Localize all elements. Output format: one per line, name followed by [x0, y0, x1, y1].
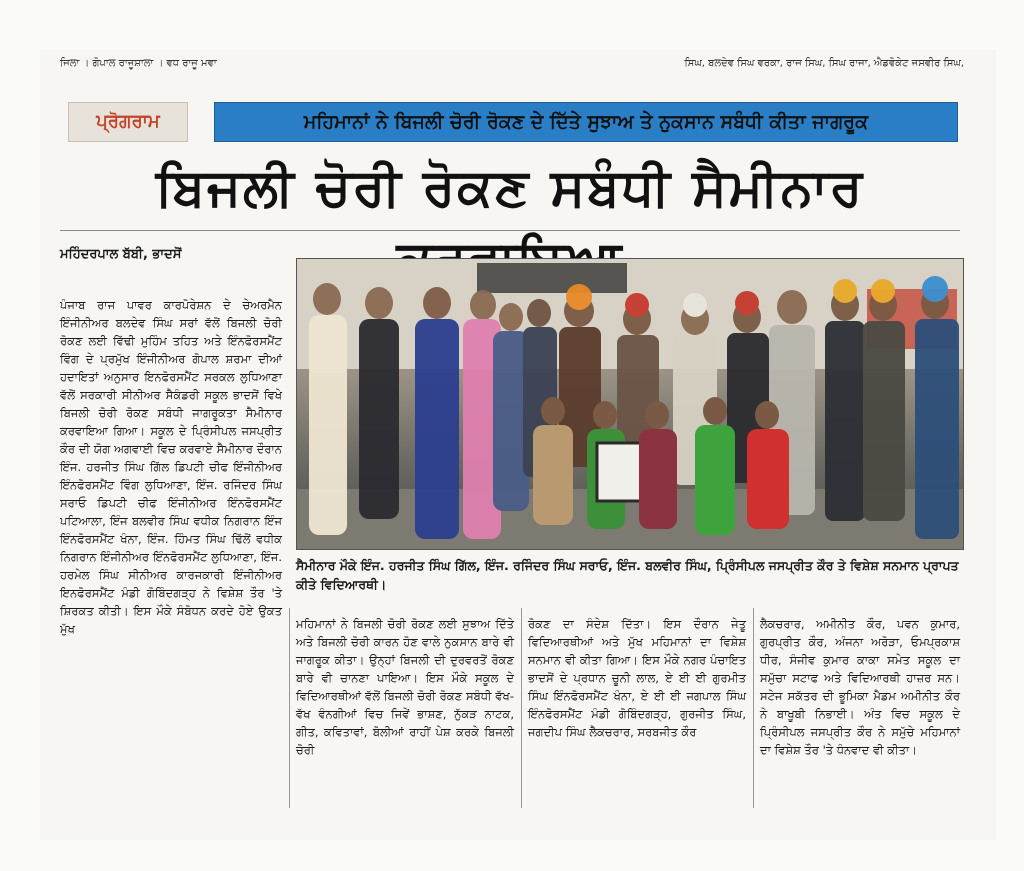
divider	[60, 230, 960, 231]
article-column-1: ਪੰਜਾਬ ਰਾਜ ਪਾਵਰ ਕਾਰਪੋਰੇਸ਼ਨ ਦੇ ਚੇਅਰਮੈਨ ਇੰਜੀਨੀਅਰ ਬਲਦੇਵ ਸਿੰਘ ਸਰਾਂ ਵੱਲੋਂ ਬਿਜਲੀ ਚੋਰੀ ਰੋਕਣ ਲਈ ਵਿੱਢੀ ਮੁਹਿੰਮ ਤਹਿਤ ਅਤੇ ਇੰਨਫੋਰਸਮੈਂਟ ਵਿੰਗ ਦੇ ਪ੍ਰਮੁੱਖ ਇੰਜੀਨੀਅਰ ਗੋਪਾਲ ਸ਼ਰਮਾ ਦੀਆਂ ਹਦਾਇਤਾਂ ਅਨੁਸਾਰ ਇਨਫੋਰਸਮੈਂਟ ਸਰਕਲ ਲੁਧਿਆਣਾ ਵੱਲੋਂ ਸਰਕਾਰੀ ਸੀਨੀਅਰ ਸੈਕੰਡਰੀ ਸਕੂਲ ਭਾਦਸੋਂ ਵਿਖੇ ਬਿਜਲੀ ਚੋਰੀ ਰੋਕਣ ਸਬੰਧੀ ਜਾਗਰੂਕਤਾ ਸੈਮੀਨਾਰ ਕਰਵਾਇਆ ਗਿਆ। ਸਕੂਲ ਦੇ ਪ੍ਰਿੰਸੀਪਲ ਜਸਪ੍ਰੀਤ ਕੌਰ ਦੀ ਯੋਗ ਅਗਵਾਈ ਵਿਚ ਕਰਵਾਏ ਸੈਮੀਨਾਰ ਦੌਰਾਨ ਇੰਜ. ਹਰਜੀਤ ਸਿੰਘ ਗਿੱਲ ਡਿਪਟੀ ਚੀਫ ਇੰਜੀਨੀਅਰ ਇੰਨਫੋਰਸਮੈਂਟ ਵਿੰਗ ਲੁਧਿਆਣਾ, ਇੰਜ. ਰਜਿੰਦਰ ਸਿੰਘ ਸਰਾਓ ਡਿਪਟੀ ਚੀਫ ਇੰਜੀਨੀਅਰ ਇੰਨਫੋਰਸਮੈਂਟ ਪਟਿਆਲਾ, ਇੰਜ ਬਲਵੀਰ ਸਿੰਘ ਵਧੀਕ ਨਿਗਰਾਨ ਇੰਜ ਇੰਨਫੋਰਸਮੈਂਟ ਖੰਨਾ, ਇੰਜ. ਹਿੰਮਤ ਸਿੰਘ ਢਿੱਲੋਂ ਵਧੀਕ ਨਿਗਰਾਨ ਇੰਜੀਨੀਅਰ ਇੰਨਫੋਰਸਮੈਂਟ ਲੁਧਿਆਣਾ, ਇੰਜ. ਹਰਮੇਲ ਸਿੰਘ ਸੀਨੀਅਰ ਕਾਰਜਕਾਰੀ ਇੰਜੀਨੀਅਰ ਇਨਫੋਰਸਮੈਂਟ ਮੰਡੀ ਗੋਬਿੰਦਗੜ੍ਹ ਨੇ ਵਿਸ਼ੇਸ਼ ਤੌਰ 'ਤੇ ਸ਼ਿਰਕਤ ਕੀਤੀ। ਇਸ ਮੌਕੇ ਸੰਬੋਧਨ ਕਰਦੇ ਹੋਏ ਉਕਤ ਮੁੱਖ	[60, 298, 282, 636]
article-column-4: ਲੈਕਚਰਾਰ, ਅਮੀਨੀਤ ਕੌਰ, ਪਵਨ ਕੁਮਾਰ, ਗੁਰਪ੍ਰੀਤ ਕੌਰ, ਅੰਜਨਾ ਅਰੋੜਾ, ਓਮਪ੍ਰਕਾਸ਼ ਧੀਰ, ਸੰਜੀਵ ਕੁਮਾਰ ਕਾਕਾ ਸਮੇਤ ਸਕੂਲ ਦਾ ਸਮੁੱਚਾ ਸਟਾਫ ਅਤੇ ਵਿਦਿਆਰਥੀ ਹਾਜ਼ਰ ਸਨ। ਸਟੇਜ ਸਕੱਤਰ ਦੀ ਭੂਮਿਕਾ ਮੈਡਮ ਅਮੀਨੀਤ ਕੌਰ ਨੇ ਬਾਖੂਬੀ ਨਿਭਾਈ। ਅੰਤ ਵਿਚ ਸਕੂਲ ਦੇ ਪ੍ਰਿੰਸੀਪਲ ਜਸਪ੍ਰੀਤ ਕੌਰ ਨੇ ਸਮੁੱਚੇ ਮਹਿਮਾਨਾਂ ਦਾ ਵਿਸ਼ੇਸ਼ ਤੌਰ 'ਤੇ ਧੰਨਵਾਦ ਵੀ ਕੀਤਾ।	[760, 617, 960, 757]
byline: ਮਹਿੰਦਰਪਾਲ ਬੱਬੀ, ਭਾਦਸੋਂ	[60, 247, 182, 262]
section-badge: ਪ੍ਰੋਗਰਾਮ	[68, 102, 188, 142]
subheadline: ਮਹਿਮਾਨਾਂ ਨੇ ਬਿਜਲੀ ਚੋਰੀ ਰੋਕਣ ਦੇ ਦਿੱਤੇ ਸੁਝਾਅ ਤੇ ਨੁਕਸਾਨ ਸਬੰਧੀ ਕੀਤਾ ਜਾਗਰੂਕ	[214, 102, 958, 142]
header-right-text: ਸਿਘ, ਬਲਦੇਵ ਸਿਘ ਵਰਕਾ, ਰਾਜ ਸਿਘ, ਸਿਘ ਰਾਜਾ, ਐਡਵੋਕੇਟ ਜਸਵੀਰ ਸਿਘ,	[684, 58, 964, 69]
section-bar	[68, 102, 958, 142]
column-divider	[753, 608, 754, 808]
photo-caption: ਸੈਮੀਨਾਰ ਮੌਕੇ ਇੰਜ. ਹਰਜੀਤ ਸਿੰਘ ਗਿੱਲ, ਇੰਜ. ਰਜਿੰਦਰ ਸਿੰਘ ਸਰਾਓ, ਇੰਜ. ਬਲਵੀਰ ਸਿੰਘ, ਪ੍ਰਿੰਸੀਪਲ ਜਸਪ੍ਰੀਤ ਕੌਰ ਤੇ ਵਿਸ਼ੇਸ਼ ਸਨਮਾਨ ਪ੍ਰਾਪਤ ਕੀਤੇ ਵਿਦਿਆਰਥੀ।	[296, 558, 959, 592]
header-left-text: ਜਿਲਾ । ਗੋਪਾਲ ਰਾਜੂਸ਼ਾਲਾ । ਵਧ ਰਾਜੂ ਮਵਾ	[60, 58, 217, 69]
headline: ਬਿਜਲੀ ਚੋਰੀ ਰੋਕਣ ਸਬੰਧੀ ਸੈਮੀਨਾਰ	[155, 158, 865, 218]
column-divider	[289, 608, 290, 808]
group-photo-illustration	[297, 259, 963, 549]
group-photo	[296, 258, 964, 550]
header-strip	[60, 58, 984, 80]
column-divider	[521, 608, 522, 808]
article-column-3: ਰੋਕਣ ਦਾ ਸੰਦੇਸ਼ ਦਿੱਤਾ। ਇਸ ਦੌਰਾਨ ਜੇਤੂ ਵਿਦਿਆਰਥੀਆਂ ਅਤੇ ਮੁੱਖ ਮਹਿਮਾਨਾਂ ਦਾ ਵਿਸ਼ੇਸ਼ ਸਨਮਾਨ ਵੀ ਕੀਤਾ ਗਿਆ। ਇਸ ਮੌਕੇ ਨਗਰ ਪੰਚਾਇਤ ਭਾਦਸੋਂ ਦੇ ਪ੍ਰਧਾਨ ਚੂਨੀ ਲਾਲ, ਏ ਈ ਈ ਗੁਰਮੀਤ ਸਿੰਘ ਇੰਨਫੋਰਸਮੈਂਟ ਖੰਨਾ, ਏ ਈ ਈ ਜਗਪਾਲ ਸਿੰਘ ਇੰਨਫੋਰਸਮੈਂਟ ਮੰਡੀ ਗੋਬਿੰਦਗੜ੍ਹ, ਗੁਰਜੀਤ ਸਿੰਘ, ਜਗਦੀਪ ਸਿੰਘ ਲੈਕਚਰਾਰ, ਸਰਬਜੀਤ ਕੌਰ	[528, 617, 746, 739]
article-column-2: ਮਹਿਮਾਨਾਂ ਨੇ ਬਿਜਲੀ ਚੋਰੀ ਰੋਕਣ ਲਈ ਸੁਝਾਅ ਦਿੱਤੇ ਅਤੇ ਬਿਜਲੀ ਚੋਰੀ ਕਾਰਨ ਹੋਣ ਵਾਲੇ ਨੁਕਸਾਨ ਬਾਰੇ ਵੀ ਜਾਗਰੂਕ ਕੀਤਾ। ਉਨ੍ਹਾਂ ਬਿਜਲੀ ਦੀ ਦੁਰਵਰਤੋਂ ਰੋਕਣ ਬਾਰੇ ਵੀ ਚਾਨਣਾ ਪਾਇਆ। ਇਸ ਮੌਕੇ ਸਕੂਲ ਦੇ ਵਿਦਿਆਰਥੀਆਂ ਵੱਲੋਂ ਬਿਜਲੀ ਚੋਰੀ ਰੋਕਣ ਸਬੰਧੀ ਵੱਖ-ਵੱਖ ਵੰਨਗੀਆਂ ਵਿਚ ਜਿਵੇਂ ਭਾਸ਼ਣ, ਨੁੱਕੜ ਨਾਟਕ, ਗੀਤ, ਕਵਿਤਾਵਾਂ, ਬੋਲੀਆਂ ਰਾਹੀਂ ਪੇਸ਼ ਕਰਕੇ ਬਿਜਲੀ ਚੋਰੀ	[296, 617, 514, 757]
